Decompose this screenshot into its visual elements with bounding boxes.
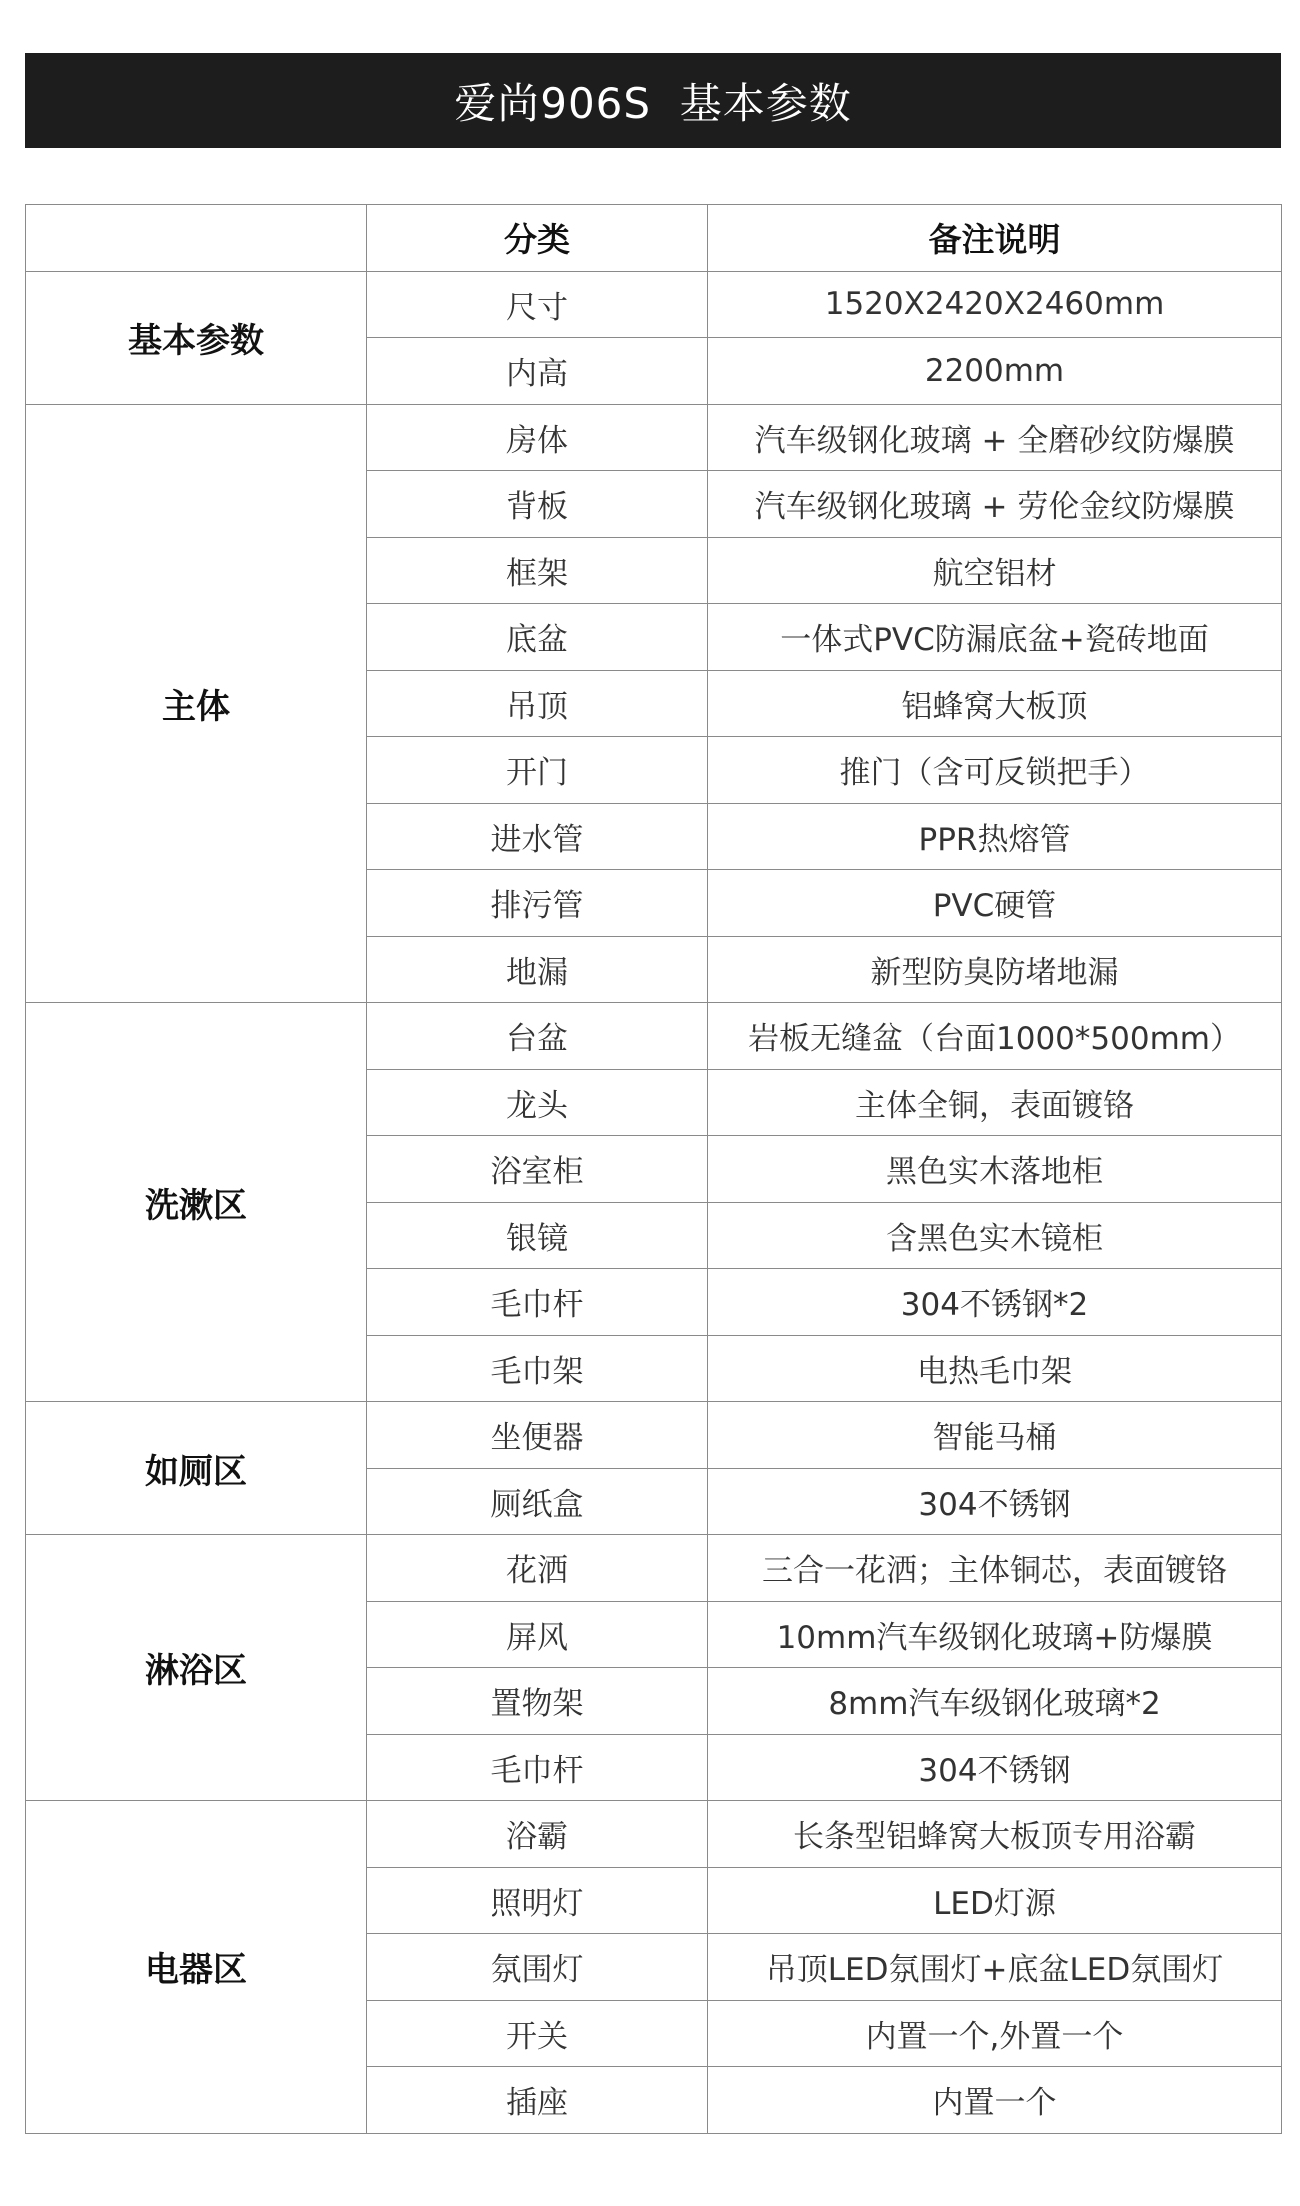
note-cell: 2200mm [708,338,1282,405]
group-cell: 主体 [26,404,367,1003]
item-cell: 屏风 [367,1601,708,1668]
note-cell: 智能马桶 [708,1402,1282,1469]
item-cell: 厕纸盒 [367,1468,708,1535]
note-cell: LED灯源 [708,1867,1282,1934]
item-cell: 吊顶 [367,670,708,737]
item-cell: 开门 [367,737,708,804]
group-cell: 洗漱区 [26,1003,367,1402]
note-cell: 铝蜂窝大板顶 [708,670,1282,737]
note-cell: 汽车级钢化玻璃 + 劳伦金纹防爆膜 [708,471,1282,538]
note-cell: 汽车级钢化玻璃 + 全磨砂纹防爆膜 [708,404,1282,471]
item-cell: 内高 [367,338,708,405]
item-cell: 地漏 [367,936,708,1003]
note-cell: 长条型铝蜂窝大板顶专用浴霸 [708,1801,1282,1868]
item-cell: 毛巾架 [367,1335,708,1402]
page-title: 爱尚906S 基本参数 [454,78,852,128]
item-cell: 置物架 [367,1668,708,1735]
note-cell: 航空铝材 [708,537,1282,604]
note-cell: 推门（含可反锁把手） [708,737,1282,804]
table-row [26,1402,1282,1469]
item-cell: 坐便器 [367,1402,708,1469]
note-cell: PVC硬管 [708,870,1282,937]
note-cell: 内置一个 [708,2067,1282,2134]
item-cell: 毛巾杆 [367,1734,708,1801]
item-cell: 房体 [367,404,708,471]
item-cell: 背板 [367,471,708,538]
item-cell: 龙头 [367,1069,708,1136]
note-cell: 304不锈钢*2 [708,1269,1282,1336]
item-cell: 底盆 [367,604,708,671]
group-cell: 电器区 [26,1801,367,2134]
note-cell: 黑色实木落地柜 [708,1136,1282,1203]
note-cell: 岩板无缝盆（台面1000*500mm） [708,1003,1282,1070]
group-cell: 如厕区 [26,1402,367,1535]
header-cell-group [26,205,367,272]
item-cell: 尺寸 [367,271,708,338]
item-cell: 氛围灯 [367,1934,708,2001]
item-cell: 台盆 [367,1003,708,1070]
table-row [26,1535,1282,1602]
group-cell: 基本参数 [26,271,367,404]
item-cell: 浴室柜 [367,1136,708,1203]
note-cell: 新型防臭防堵地漏 [708,936,1282,1003]
note-cell: 主体全铜，表面镀铬 [708,1069,1282,1136]
spec-table [25,204,1282,2134]
header-cell-category: 分类 [367,205,708,272]
item-cell: 插座 [367,2067,708,2134]
item-cell: 银镜 [367,1202,708,1269]
table-row [26,1003,1282,1070]
item-cell: 进水管 [367,803,708,870]
note-cell: 三合一花洒；主体铜芯，表面镀铬 [708,1535,1282,1602]
note-cell: 一体式PVC防漏底盆+瓷砖地面 [708,604,1282,671]
item-cell: 框架 [367,537,708,604]
note-cell: 电热毛巾架 [708,1335,1282,1402]
note-cell: 10mm汽车级钢化玻璃+防爆膜 [708,1601,1282,1668]
page-title-banner [25,53,1281,148]
item-cell: 浴霸 [367,1801,708,1868]
item-cell: 花洒 [367,1535,708,1602]
table-row [26,1801,1282,1868]
note-cell: 吊顶LED氛围灯+底盆LED氛围灯 [708,1934,1282,2001]
item-cell: 毛巾杆 [367,1269,708,1336]
item-cell: 照明灯 [367,1867,708,1934]
item-cell: 排污管 [367,870,708,937]
note-cell: 含黑色实木镜柜 [708,1202,1282,1269]
table-row [26,404,1282,471]
table-header-row [26,205,1282,272]
note-cell: PPR热熔管 [708,803,1282,870]
item-cell: 开关 [367,2000,708,2067]
group-cell: 淋浴区 [26,1535,367,1801]
table-row [26,271,1282,338]
note-cell: 304不锈钢 [708,1734,1282,1801]
note-cell: 内置一个,外置一个 [708,2000,1282,2067]
note-cell: 1520X2420X2460mm [708,271,1282,338]
header-cell-note: 备注说明 [708,205,1282,272]
note-cell: 304不锈钢 [708,1468,1282,1535]
note-cell: 8mm汽车级钢化玻璃*2 [708,1668,1282,1735]
